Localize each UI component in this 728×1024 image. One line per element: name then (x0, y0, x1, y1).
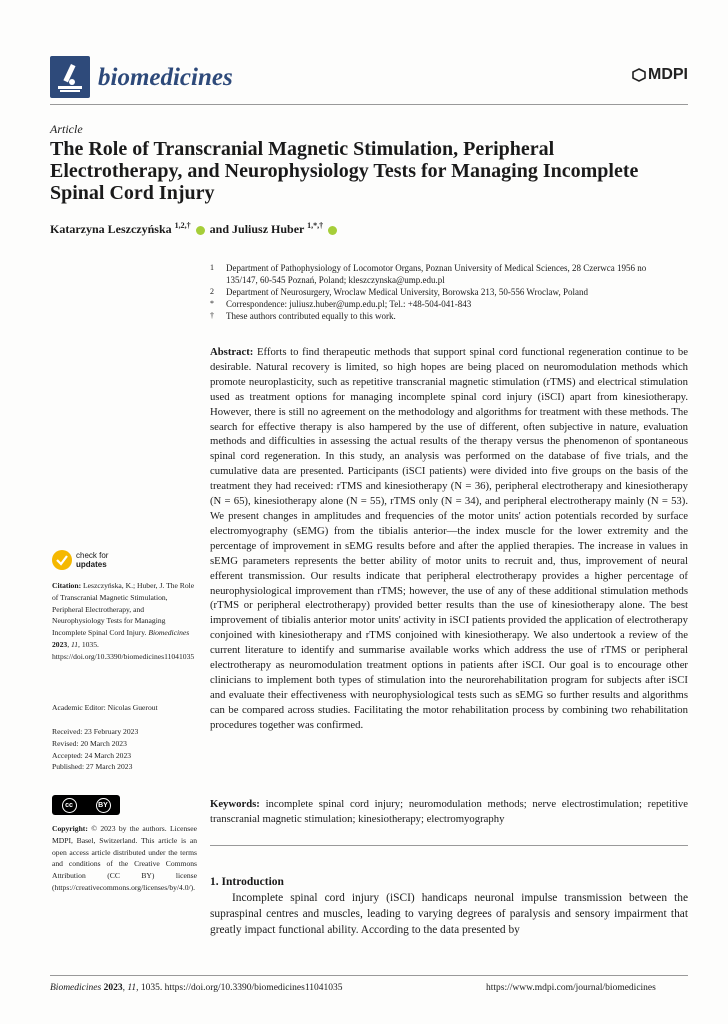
section-heading: 1. Introduction (210, 876, 284, 888)
article-type: Article (50, 122, 83, 136)
footer-divider (50, 975, 688, 976)
affiliation-mark: 2 (210, 287, 214, 296)
keywords (210, 797, 688, 827)
journal-logo (50, 56, 90, 98)
date-received: Received: 23 February 2023 (52, 727, 139, 736)
orcid-icon[interactable] (196, 226, 205, 235)
citation-label: Citation: (52, 581, 82, 590)
author-conjunction: and (209, 222, 230, 236)
author-name[interactable]: Katarzyna Leszczyńska (50, 222, 172, 236)
footer-volume: 11 (127, 983, 137, 993)
author-affiliation-marks: 1,*,† (307, 221, 324, 230)
intro-paragraph: Incomplete spinal cord injury (iSCI) handicaps neuronal impulse transmission between the supraspinal centres and muscles, leading to varying degrees of paralysis and sensory impairment that greatly impact functional ability. According to the data presented by (210, 892, 688, 936)
affiliation-text: Department of Pathophysiology of Locomotor Organs, Poznan University of Medical Sciences, 28 Czerwca 1956 no 135/147, 60-545 Poznań, Poland; kleszczynska@ump.edu.pl (226, 263, 647, 285)
affiliation-mark: 1 (210, 263, 214, 272)
publication-dates (52, 726, 197, 773)
check-updates-line1: check for (76, 551, 109, 560)
section-divider (210, 845, 688, 846)
check-updates-icon (52, 550, 72, 570)
cc-icon: cc (62, 798, 77, 813)
footer-journal-url[interactable]: https://www.mdpi.com/journal/biomedicines (486, 983, 656, 993)
equal-contribution-note: These authors contributed equally to this work. (226, 311, 396, 321)
footer-year: 2023 (103, 983, 123, 993)
citation-text: Leszczyńska, K.; Huber, J. The Role of Transcranial Magnetic Stimulation, Peripheral Electrotherapy, and Neurophysiology Tests for Managing Incomplete Spinal Cord Injury. (52, 581, 195, 638)
affiliation-text: Department of Neurosurgery, Wroclaw Medical University, Borowska 213, 50-556 Wroclaw, Poland (226, 287, 588, 297)
citation-volume: 11 (70, 639, 79, 649)
mdpi-hex-icon (632, 68, 646, 82)
citation-block: Citation: Leszczyńska, K.; Huber, J. The Role of Transcranial Magnetic Stimulation, Peripheral Electrotherapy, and Neurophysiology Tests for Managing Incomplete Spinal Cord Injury. Biomedicines 2023, 11, 1035. https://doi.org/10.3390/biomedicines11041035 (52, 581, 195, 661)
author-affiliation-marks: 1,2,† (174, 221, 191, 230)
affiliation-mark: * (210, 299, 214, 308)
copyright-text: © 2023 by the authors. Licensee MDPI, Basel, Switzerland. This article is an open access article distributed under the terms and conditions of the Creative Commons Attribution (CC BY) license (https://creativecommons.org/licenses/by/4.0/). (52, 824, 197, 892)
keywords-text: incomplete spinal cord injury; neuromodulation methods; nerve electrostimulation; repetitive transcranial magnetic stimulation; kinesiotherapy; electromyography (210, 798, 688, 825)
affiliation-item (210, 286, 680, 298)
check-for-updates[interactable] (52, 550, 108, 570)
orcid-icon[interactable] (328, 226, 337, 235)
copyright-block (52, 823, 197, 894)
footer-journal: Biomedicines (50, 983, 102, 993)
footer-citation: Biomedicines 2023, 11, 1035. https://doi.org/10.3390/biomedicines11041035 (50, 983, 343, 993)
author-list (50, 221, 339, 237)
correspondence-text: Correspondence: juliusz.huber@ump.edu.pl; Tel.: +48-504-041-843 (226, 299, 472, 309)
affiliation-item (210, 298, 680, 310)
affiliation-mark: † (210, 311, 214, 320)
citation-journal: Biomedicines (148, 628, 190, 638)
author-name[interactable]: Juliusz Huber (232, 222, 305, 236)
journal-name[interactable]: biomedicines (98, 64, 233, 91)
footer-doi[interactable]: 1035. https://doi.org/10.3390/biomedicines11041035 (140, 983, 343, 993)
article-title: The Role of Transcranial Magnetic Stimulation, Peripheral Electrotherapy, and Neurophysiology Tests for Managing Incomplete Spinal Cord Injury (50, 138, 639, 204)
citation-doi[interactable]: 1035. https://doi.org/10.3390/biomedicines11041035 (52, 639, 195, 661)
header-divider (50, 104, 688, 105)
publisher-logo[interactable] (632, 66, 688, 84)
by-icon: BY (96, 798, 111, 813)
cc-by-license-badge[interactable] (52, 795, 120, 815)
abstract (210, 345, 688, 733)
microscope-icon (50, 56, 90, 98)
abstract-label: Abstract: (210, 346, 254, 358)
check-updates-line2: updates (76, 560, 107, 569)
date-revised: Revised: 20 March 2023 (52, 738, 127, 748)
citation-year: 2023 (52, 639, 68, 649)
keywords-label: Keywords: (210, 798, 260, 810)
publisher-name: MDPI (648, 66, 688, 83)
academic-editor: Academic Editor: Nicolas Guerout (52, 703, 158, 712)
affiliations (210, 262, 680, 322)
date-accepted: Accepted: 24 March 2023 (52, 750, 132, 760)
affiliation-item (210, 262, 680, 286)
copyright-label: Copyright: (52, 824, 88, 833)
affiliation-item (210, 310, 680, 322)
abstract-text: Efforts to find therapeutic methods that support spinal cord functional regeneration continue to be desirable. Natural recovery is limited, so high hopes are being placed on neuromodulation methods which promote neuroplasticity, such as repetitive transcranial magnetic stimulation (rTMS) and electrical stimulation used as treatment options for managing incomplete spinal cord injury (iSCI) apart from kinesiotherapy. However, there is still no agreement on the methodology and algorithms for treatment with these methods. The search for effective therapy is also hampered by the use of different, often subjective in nature, evaluation methods and difficulties in assessing the actual results of the therapy versus the phenomenon of spontaneous spinal cord regeneration. In this study, an analysis was performed on the database of five trials, and the cumulative data are presented. Participants (iSCI patients) were divided into five groups on the basis of the treatment they had received: rTMS and kinesiotherapy (N = 36), peripheral electrotherapy and kinesiotherapy (N = 65), kinesiotherapy alone (N = 55), rTMS only (N = 34), and peripheral electrotherapy mainly (N = 53). We present changes in amplitudes and frequencies of the motor units' action potentials recorded by surface electromyography (sEMG) from the tibialis anterior—the index muscle for the lower extremity and the percentage of improvement in sEMG results before and after the applied therapies. The increase in values in sEMG parameters represents the better ability of motor units to recruit and, thus, improvement of neural efferent transmission. Our results indicate that peripheral electrotherapy provides a higher percentage of neurophysiological improvement than rTMS; however, the use of any of these additional stimulation methods (rTMS or peripheral electrotherapy) provided better results than the use of kinesiotherapy alone. The best improvement of tibialis anterior motor units' activity in iSCI patients provided the application of electrotherapy conjoined with kinesiotherapy and rTMS conjoined with kinesiotherapy. We also undertook a review of the current literature to identify and summarise available works which address the use of rTMS or peripheral electrotherapy as neuromodulation treatment options in patients after iSCI. Our goal is to encourage other clinicians to implement both types of stimulation into the neurorehabilitation program for subjects after iSCI and evaluate their effectiveness with neurophysiological tests such as sEMG so further results and algorithms can be compared across studies. Facilitating the motor rehabilitation process by combining two rehabilitation procedures together was confirmed. (210, 346, 688, 731)
date-published: Published: 27 March 2023 (52, 762, 133, 772)
